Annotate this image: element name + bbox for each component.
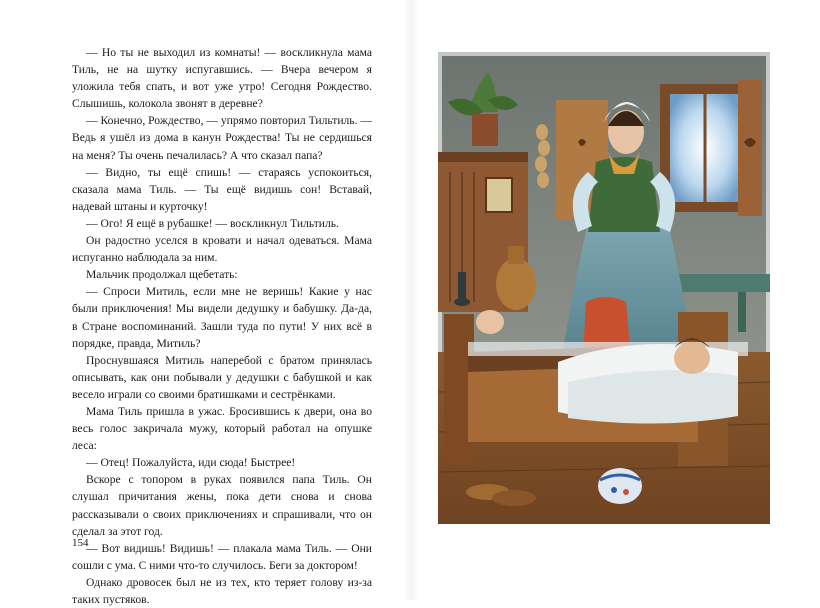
illustration <box>438 52 770 524</box>
chamber-pot <box>598 468 642 504</box>
window <box>660 80 762 216</box>
paragraph: — Ого! Я ещё в рубашке! — воскликнул Тильтиль. <box>86 216 339 230</box>
page-number: 154 <box>72 537 89 549</box>
paragraph: Однако дровосек был не из тех, кто теряет голову из-за таких пустяков. <box>72 575 372 606</box>
paragraph: — Вот видишь! Видишь! — плакала мама Тиль. — Они сошли с ума. С ними что-то случилось. Беги за доктором! <box>72 541 372 572</box>
paragraph: Мальчик продолжал щебетать: <box>86 268 238 282</box>
paragraph: — Но ты не выходил из комнаты! — воскликнула мама Тиль, не на шутку испугавшись. — Вчера вечером я уложила тебя спать, и вот уже утро! Сегодня Рождество. Слышишь, колокола звонят в деревне? <box>72 46 372 111</box>
left-page <box>0 0 410 606</box>
book-spine-shadow <box>404 0 418 600</box>
paragraph: — Спроси Митиль, если мне не веришь! Какие у нас были приключения! Мы видели дедушку и бабушку. Да-да, в Стране воспоминаний. Зашли туда по пути! У них всё в порядке, правда, Митиль? <box>72 285 372 350</box>
paragraph: — Видно, ты ещё спишь! — стараясь успокоиться, сказала мама Тиль. — Ты ещё видишь сон! Вставай, надевай штаны и курточку! <box>72 165 372 213</box>
paragraph: — Конечно, Рождество, — упрямо повторил Тильтиль. — Ведь я ушёл из дома в канун Рождества! Ты не сердишься на меня? Ты очень печалилась? А что сказал папа? <box>72 114 372 162</box>
story-text <box>72 44 372 608</box>
paragraph: Он радостно уселся в кровати и начал одеваться. Мама испуганно наблюдала за ним. <box>72 234 372 265</box>
paragraph: — Отец! Пожалуйста, иди сюда! Быстрее! <box>86 456 296 470</box>
paragraph: Проснувшаяся Митиль наперебой с братом принялась описывать, как они побывали у дедушки с бабушкой и как весело играли со своими братишками и сестрёнками. <box>72 353 372 401</box>
paragraph: Вскоре с топором в руках появился папа Тиль. Он слушал причитания жены, пока дети снова и снова рассказывали о своих приключениях и спрашивали, что он сделал за этот год. <box>72 473 372 538</box>
paragraph: Мама Тиль пришла в ужас. Бросившись к двери, она во весь голос закричала мужу, который работал на опушке леса: <box>72 404 372 453</box>
